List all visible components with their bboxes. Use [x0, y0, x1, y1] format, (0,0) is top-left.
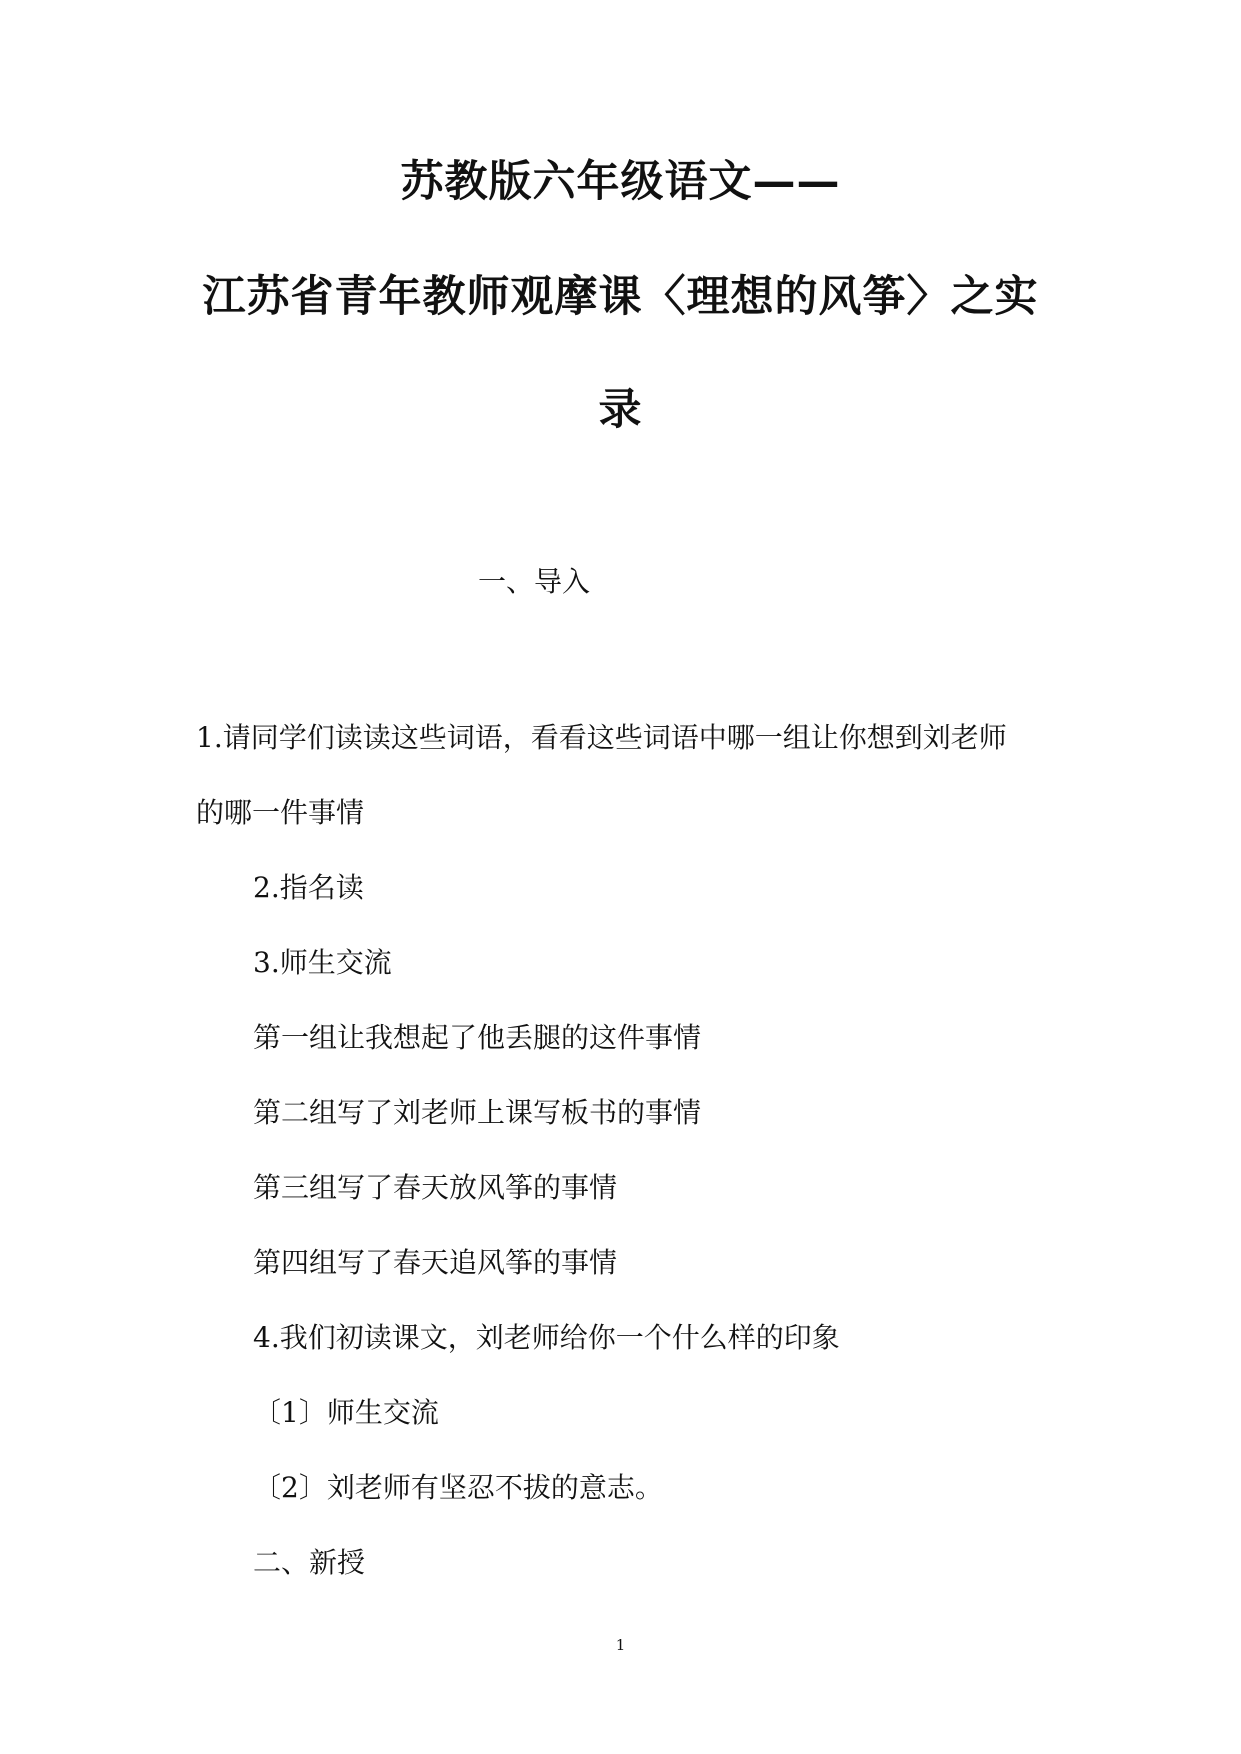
list-item-group-4: 第四组写了春天追风筝的事情: [253, 1246, 618, 1279]
list-item-group-1: 第一组让我想起了他丢腿的这件事情: [253, 1021, 702, 1054]
paragraph-1-line-2: 的哪一件事情: [196, 796, 365, 829]
list-item-instruction-3: 3.师生交流: [253, 946, 392, 979]
list-item-sub-2: 〔2〕刘老师有坚忍不拔的意志。: [253, 1471, 663, 1504]
list-item-group-3: 第三组写了春天放风筝的事情: [253, 1171, 618, 1204]
list-item-sub-1: 〔1〕师生交流: [253, 1396, 439, 1429]
section-heading-intro: 一、导入: [478, 565, 591, 598]
document-title-line-1: 苏教版六年级语文——: [400, 157, 841, 207]
page-number: 1: [615, 1636, 626, 1654]
paragraph-1-line-1: 1.请同学们读读这些词语，看看这些词语中哪一组让你想到刘老师: [196, 721, 1007, 754]
section-heading-new-lesson: 二、新授: [253, 1546, 366, 1579]
list-item-group-2: 第二组写了刘老师上课写板书的事情: [253, 1096, 702, 1129]
list-item-instruction-4: 4.我们初读课文，刘老师给你一个什么样的印象: [253, 1321, 840, 1354]
list-item-instruction-2: 2.指名读: [253, 871, 364, 904]
document-title-line-2: 江苏省青年教师观摩课〈理想的风筝〉之实: [202, 272, 1039, 322]
document-title-line-3: 录: [598, 385, 643, 435]
